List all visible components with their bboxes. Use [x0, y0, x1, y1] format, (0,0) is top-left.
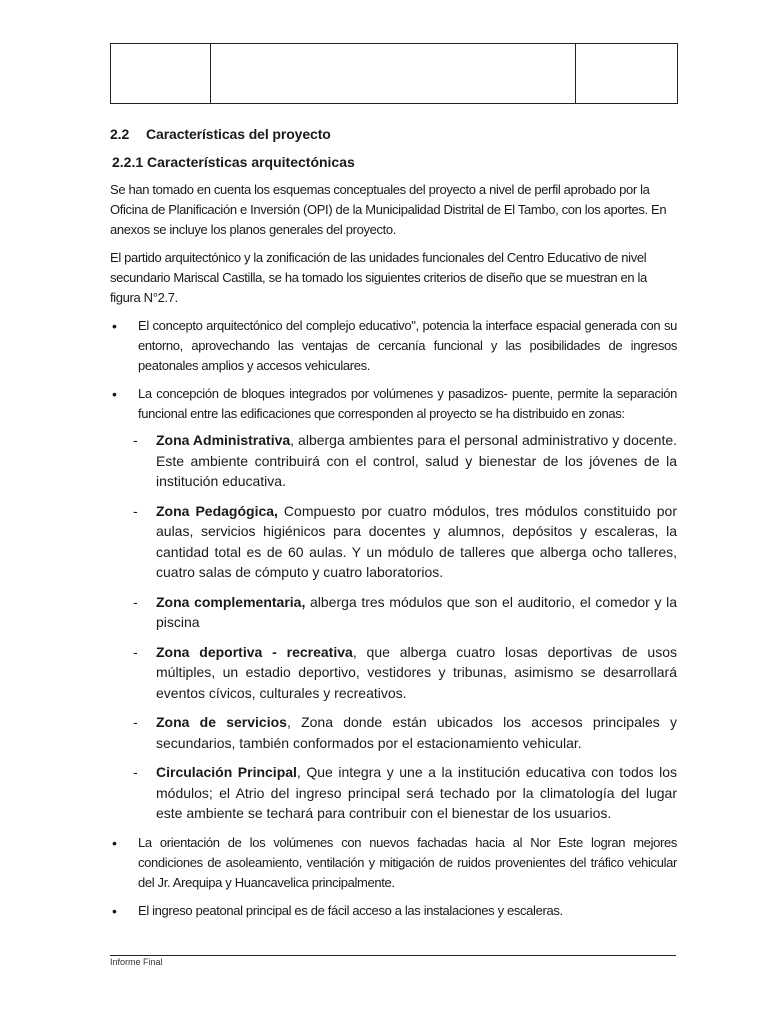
footer-divider: [110, 955, 676, 956]
section-number: 2.2: [110, 126, 130, 142]
zone-text: , Que integra y une a la institución educativa con todos los módulos; el Atrio del ingreso principal será techado por la climatología del lugar este ambiente se techará para contribuir con el bienestar de los usuarios.: [156, 764, 677, 821]
zone-text: Compuesto por cuatro módulos, tres módulos constituido por aulas, servicios higiénicos para docentes y alumnos, depósitos y escaleras, la cantidad total es de 60 aulas. Y un módulo de talleres que alberga ocho talleres, cuatro salas de cómputo y cuatro laboratorios.: [156, 502, 677, 580]
dash-icon: -: [133, 502, 138, 519]
zone-name: Circulación Principal: [156, 764, 297, 780]
zone-item: [133, 762, 677, 824]
header-table-cell-right: [576, 44, 678, 104]
zone-text: alberga tres módulos que son el auditorio, el comedor y la piscina: [156, 593, 677, 630]
footer-text: Informe Final: [110, 957, 163, 967]
zone-item: [133, 712, 677, 753]
dash-icon: -: [133, 714, 138, 730]
section-title: Características del proyecto: [146, 126, 331, 142]
zone-name: Zona Administrativa: [156, 432, 291, 448]
subsection-heading: 2.2.1 Características arquitectónicas: [112, 154, 355, 170]
zone-item: [133, 592, 677, 633]
zone-text: , Zona donde están ubicados los accesos principales y secundarios, también conformados por el estacionamiento vehicular.: [156, 714, 677, 751]
bullet-item: [110, 833, 677, 893]
zone-text: , que alberga cuatro losas deportivas de usos múltiples, un estadio deportivo, vestidores y tribunas, asimismo se desarrollará eventos cívicos, culturales y recreativos.: [156, 643, 677, 701]
bullet-text: La orientación de los volúmenes con nuevos fachadas hacia al Nor Este logran mejores condiciones de asoleamiento, ventilación y mitigación de ruidos provenientes del tráfico vehicular del Jr. Arequipa y Huancavelica principalmente.: [138, 834, 677, 890]
paragraph: Se han tomado en cuenta los esquemas conceptuales del proyecto a nivel de perfil aprobado por la Oficina de Planificación e Inversión (OPI) de la Municipalidad Distrital de El Tambo, con los aportes. En anexos se incluye los planos generales del proyecto.: [110, 182, 667, 237]
header-table-cell-center: [211, 44, 576, 104]
zone-text: , alberga ambientes para el personal administrativo y docente. Este ambiente contribuirá con el control, salud y bienestar de los jóvenes de la institución educativa.: [156, 432, 678, 489]
bullet-text: El ingreso peatonal principal es de fácil acceso a las instalaciones y escaleras.: [138, 902, 563, 918]
bullet-icon: •: [112, 902, 117, 919]
bullet-text: El concepto arquitectónico del complejo educativo", potencia la interface espacial generada con su entorno, aprovechando las ventajas de cercanía funcional y las posibilidades de ingresos peatonales amplios y accesos vehiculares.: [138, 318, 677, 373]
zone-item: [133, 430, 678, 492]
zone-name: Zona complementaria,: [156, 593, 306, 610]
zone-name: Zona de servicios: [156, 714, 287, 730]
zone-list: [133, 430, 678, 824]
bullet-item: [110, 901, 677, 921]
header-table-cell-left: [111, 44, 211, 104]
bullet-icon: •: [112, 386, 117, 402]
bullet-list: [110, 316, 677, 921]
dash-icon: -: [133, 432, 138, 448]
dash-icon: -: [133, 764, 138, 780]
bullet-item: [110, 316, 677, 376]
header-table: [110, 43, 678, 104]
paragraph: El partido arquitectónico y la zonificación de las unidades funcionales del Centro Educativo de nivel secundario Mariscal Castilla, se ha tomado los siguientes criterios de diseño que se muestran en la figura N°2.7.: [110, 250, 647, 305]
bullet-icon: •: [112, 318, 117, 334]
zone-item: [133, 642, 677, 704]
dash-icon: -: [133, 593, 138, 610]
body-content: [110, 180, 677, 929]
bullet-icon: •: [112, 834, 117, 851]
bullet-text: La concepción de bloques integrados por volúmenes y pasadizos- puente, permite la separación funcional entre las edificaciones que corresponden al proyecto se ha distribuido en zonas:: [138, 386, 677, 421]
bullet-item: [110, 384, 677, 824]
zone-name: Zona deportiva - recreativa: [156, 643, 353, 660]
zone-item: [133, 501, 677, 583]
section-heading: [110, 126, 331, 142]
dash-icon: -: [133, 643, 138, 660]
zone-name: Zona Pedagógica,: [156, 502, 278, 519]
